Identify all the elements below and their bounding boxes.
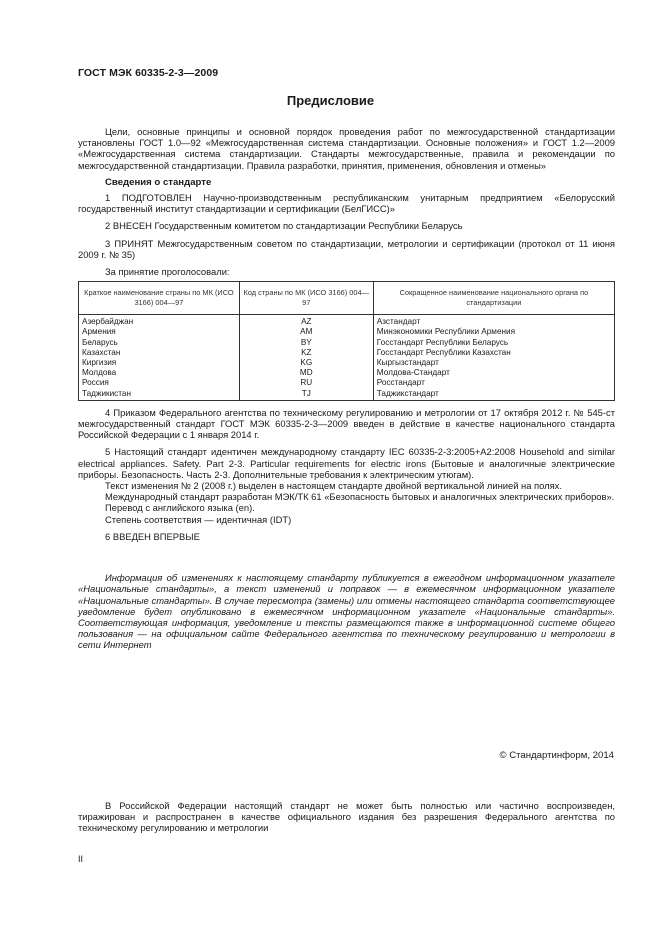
item-1: 1 ПОДГОТОВЛЕН Научно-производственным республиканским унитарным предприятием «Белорусский государственный институт стандартизации и сертификации (БелГИСС)» xyxy=(78,192,615,215)
rf-notice: В Российской Федерации настоящий стандарт не может быть полностью или частично воспроизведен, тиражирован и распространен в качестве официального издания без разрешения Федерального агентства по техническому регулированию и метрологии xyxy=(78,800,615,834)
item-4: 4 Приказом Федерального агентства по техническому регулированию и метрологии от 17 октября 2012 г. № 545-ст межгосударственный стандарт ГОСТ МЭК 60335-2-3—2009 введен в действие в качестве национального стандарта Российской Федерации с 1 января 2014 г. xyxy=(78,406,615,441)
code-cell: AM xyxy=(239,327,373,337)
table-row xyxy=(79,389,615,401)
body-cell: Кыргызстандарт xyxy=(373,358,614,368)
body-cell: Минэкономики Республики Армения xyxy=(373,327,614,337)
country-cell: Армения xyxy=(79,327,240,337)
body-cell: Молдова-Стандарт xyxy=(373,368,614,378)
info-block xyxy=(78,572,615,650)
code-cell: MD xyxy=(239,368,373,378)
code-cell: KG xyxy=(239,358,373,368)
voted-label: За принятие проголосовали: xyxy=(105,266,230,278)
table-row xyxy=(79,358,615,368)
table-row xyxy=(79,315,615,328)
page-title: Предисловие xyxy=(286,93,375,108)
intro-paragraph: Цели, основные принципы и основной порядок проведения работ по межгосударственной стандартизации установлены ГОСТ 1.0—92 «Межгосударственная система стандартизации. Основные положения» и ГОСТ 1.2—2009 «Межгосударственная система стандартизации. Стандарты межгосударственные, правила и рекомендации по межгосударственной стандартизации. Правила разработки, принятия, применения, обновления и отмены» xyxy=(78,126,615,171)
translation-note: Перевод с английского языка (en). xyxy=(105,502,255,514)
table-header: Сокращенное наименование национального органа по стандартизации xyxy=(373,282,614,315)
item-3: 3 ПРИНЯТ Межгосударственным советом по стандартизации, метрологии и сертификации (протокол от 11 июня 2009 г. № 35) xyxy=(78,237,615,260)
body-cell: Госстандарт Республики Казахстан xyxy=(373,348,614,358)
voting-table xyxy=(78,281,615,401)
item-6: 6 ВВЕДЕН ВПЕРВЫЕ xyxy=(105,530,200,542)
code-cell: TJ xyxy=(239,389,373,401)
country-cell: Россия xyxy=(79,378,240,388)
country-cell: Казахстан xyxy=(79,348,240,358)
copyright: © Стандартинформ, 2014 xyxy=(499,750,614,761)
table-header: Краткое наименование страны по МК (ИСО 3166) 004—97 xyxy=(79,282,240,315)
item-2: 2 ВНЕСЕН Государственным комитетом по стандартизации Республики Беларусь xyxy=(105,220,463,232)
country-cell: Азербайджан xyxy=(79,315,240,328)
body-cell: Азстандарт xyxy=(373,315,614,328)
body-cell: Росстандарт xyxy=(373,378,614,388)
info-paragraph: Информация об изменениях к настоящему стандарту публикуется в ежегодном информационном указателе «Национальные стандарты», а текст изменений и поправок — в ежемесячном информационном указателе «Национальные стандарты». В случае пересмотра (замены) или отмены настоящего стандарта соответствующее уведомление будет опубликовано в ежемесячном информационном указателе «Национальные стандарты». Соответствующая информация, уведомление и тексты размещаются также в информационной системе общего пользования — на официальном сайте Федерального агентства по техническому регулированию и метрологии в сети Интернет xyxy=(78,572,615,651)
country-cell: Киргизия xyxy=(79,358,240,368)
body-cell: Госстандарт Республики Беларусь xyxy=(373,338,614,348)
table-row xyxy=(79,368,615,378)
country-cell: Таджикистан xyxy=(79,389,240,401)
page-number: II xyxy=(78,854,84,864)
body-cell: Таджикстандарт xyxy=(373,389,614,401)
table-row xyxy=(79,338,615,348)
code-cell: BY xyxy=(239,338,373,348)
intl-note: Международный стандарт разработан МЭК/ТК 61 «Безопасность бытовых и аналогичных электрических приборов». xyxy=(105,491,615,503)
code-cell: RU xyxy=(239,378,373,388)
conformity-note: Степень соответствия — идентичная (IDT) xyxy=(105,513,292,525)
table-header-row xyxy=(79,282,615,315)
change-note: Текст изменения № 2 (2008 г.) выделен в настоящем стандарте двойной вертикальной линией на полях. xyxy=(105,480,562,492)
country-cell: Молдова xyxy=(79,368,240,378)
country-cell: Беларусь xyxy=(79,338,240,348)
section-heading: Сведения о стандарте xyxy=(105,176,212,188)
table-row xyxy=(79,348,615,358)
document-header: ГОСТ МЭК 60335-2-3—2009 xyxy=(78,67,219,79)
document-body xyxy=(78,126,615,651)
item-5: 5 Настоящий стандарт идентичен международному стандарту IEC 60335-2-3:2005+A2:2008 Household and similar electrical appliances. Safety. Part 2-3. Particular requirements for electric irons (Бытовые и аналогичные электрические приборы. Безопасность. Часть 2-3. Дополнительные требования к электрическим утюгам). xyxy=(78,446,615,480)
table-header: Код страны по МК (ИСО 3166) 004—97 xyxy=(239,282,373,315)
code-cell: AZ xyxy=(239,315,373,328)
table-row xyxy=(79,378,615,388)
table-row xyxy=(79,327,615,337)
code-cell: KZ xyxy=(239,348,373,358)
